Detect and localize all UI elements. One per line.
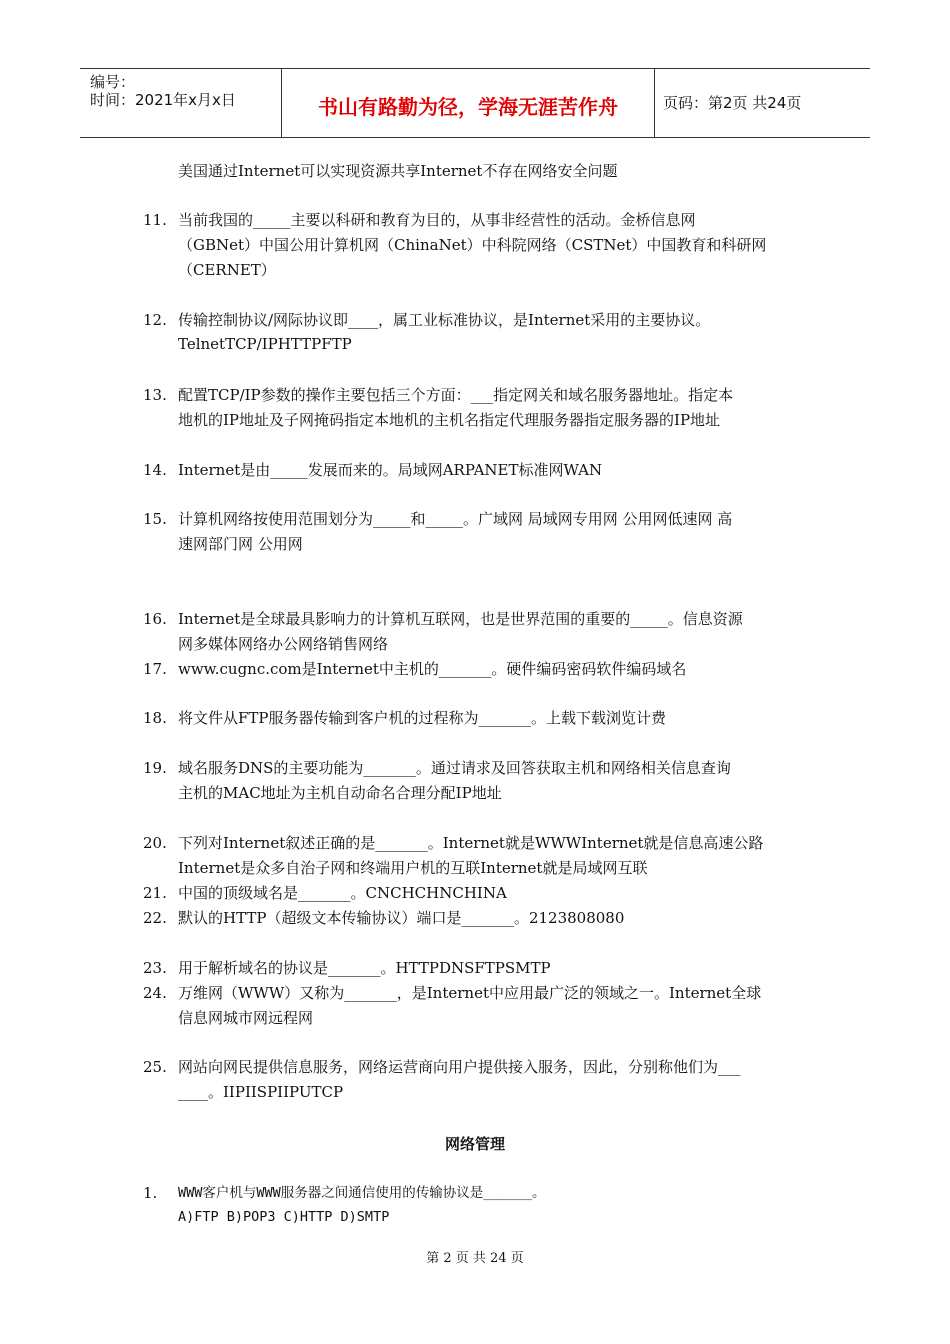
question-number: 15. bbox=[143, 510, 167, 528]
page-footer: 第 2 页 共 24 页 bbox=[426, 1251, 524, 1266]
question-line: 信息网城市网远程网 bbox=[178, 1009, 314, 1027]
question-number: 16. bbox=[143, 610, 167, 628]
question-number: 13. bbox=[143, 386, 167, 404]
question-line: 主机的MAC地址为主机自动命名合理分配IP地址 bbox=[178, 784, 502, 802]
section-title: 网络管理 bbox=[444, 1135, 505, 1153]
page-info: 页码：第2页 共24页 bbox=[663, 94, 802, 112]
question-number: 17. bbox=[143, 660, 167, 678]
header-page-cell bbox=[655, 69, 870, 137]
header-left-cell bbox=[80, 69, 282, 137]
question-line: 下列对Internet叙述正确的是_______。Internet就是WWWInternet就是信息高速公路 bbox=[178, 834, 764, 852]
question-line: Internet是全球最具影响力的计算机互联网，也是世界范围的重要的_____。信息资源 bbox=[178, 610, 743, 628]
question-number: 20. bbox=[143, 834, 167, 852]
question-line: 中国的顶级域名是_______。CNCHCHNCHINA bbox=[178, 884, 507, 902]
intro-line: 美国通过Internet可以实现资源共享Internet不存在网络安全问题 bbox=[178, 162, 618, 180]
question-line: 配置TCP/IP参数的操作主要包括三个方面：___指定网关和域名服务器地址。指定本 bbox=[178, 386, 734, 404]
question-line: 当前我国的_____主要以科研和教育为目的，从事非经营性的活动。金桥信息网 bbox=[178, 211, 696, 229]
question-line: （GBNet）中国公用计算机网（ChinaNet）中科院网络（CSTNet）中国教育和科研网 bbox=[178, 236, 767, 254]
question-line: www.cugnc.com是Internet中主机的_______。硬件编码密码软件编码域名 bbox=[178, 660, 687, 678]
question-line: 域名服务DNS的主要功能为_______。通过请求及回答获取主机和网络相关信息查询 bbox=[178, 759, 731, 777]
question-line: 地机的IP地址及子网掩码指定本地机的主机名指定代理服务器指定服务器的IP地址 bbox=[178, 411, 721, 429]
time-label: 时间：2021年x月x日 bbox=[90, 91, 236, 109]
question-line: 计算机网络按使用范围划分为_____和_____。广域网 局域网专用网 公用网低速网 高 bbox=[178, 510, 733, 528]
question-line: 万维网（WWW）又称为_______，是Internet中应用最广泛的领域之一。Internet全球 bbox=[178, 984, 762, 1002]
question-line: 用于解析域名的协议是_______。HTTPDNSFTPSMTP bbox=[178, 959, 551, 977]
question-number: 12. bbox=[143, 311, 167, 329]
question-number: 19. bbox=[143, 759, 167, 777]
question-number: 22. bbox=[143, 909, 167, 927]
question-line: Internet是众多自治子网和终端用户机的互联Internet就是局域网互联 bbox=[178, 859, 648, 877]
question-number: 21. bbox=[143, 884, 167, 902]
question-number: 24. bbox=[143, 984, 167, 1002]
question-number: 25. bbox=[143, 1058, 167, 1076]
page-header bbox=[80, 68, 870, 138]
question-options: A)FTP B)POP3 C)HTTP D)SMTP bbox=[178, 1209, 390, 1225]
question-line: 将文件从FTP服务器传输到客户机的过程称为_______。上载下载浏览计费 bbox=[178, 709, 667, 727]
question-number: 11. bbox=[143, 211, 167, 229]
question-line: 默认的HTTP（超级文本传输协议）端口是_______。2123808080 bbox=[178, 909, 625, 927]
question-number: 23. bbox=[143, 959, 167, 977]
question-line: TelnetTCP/IPHTTPFTP bbox=[178, 335, 352, 353]
question-line: 传输控制协议/网际协议即____，属工业标准协议，是Internet采用的主要协议。 bbox=[178, 311, 711, 329]
question-line: Internet是由_____发展而来的。局域网ARPANET标准网WAN bbox=[178, 461, 603, 479]
question-line: （CERNET） bbox=[178, 261, 276, 279]
motto: 书山有路勤为径，学海无涯苦作舟 bbox=[318, 95, 618, 119]
question-line: ____。IIPIISPIIPUTCP bbox=[178, 1083, 344, 1101]
question-number: 18. bbox=[143, 709, 167, 727]
question-line: 网多媒体网络办公网络销售网络 bbox=[178, 635, 389, 653]
question-line: WWW客户机与WWW服务器之间通信使用的传输协议是______。 bbox=[178, 1185, 546, 1201]
question-number: 14. bbox=[143, 461, 167, 479]
question-line: 网站向网民提供信息服务，网络运营商向用户提供接入服务，因此，分别称他们为___ bbox=[178, 1058, 741, 1076]
header-motto-cell bbox=[282, 69, 655, 137]
number-label: 编号： bbox=[90, 73, 136, 91]
question-line: 速网部门网 公用网 bbox=[178, 535, 303, 553]
question-number: 1. bbox=[143, 1184, 158, 1202]
